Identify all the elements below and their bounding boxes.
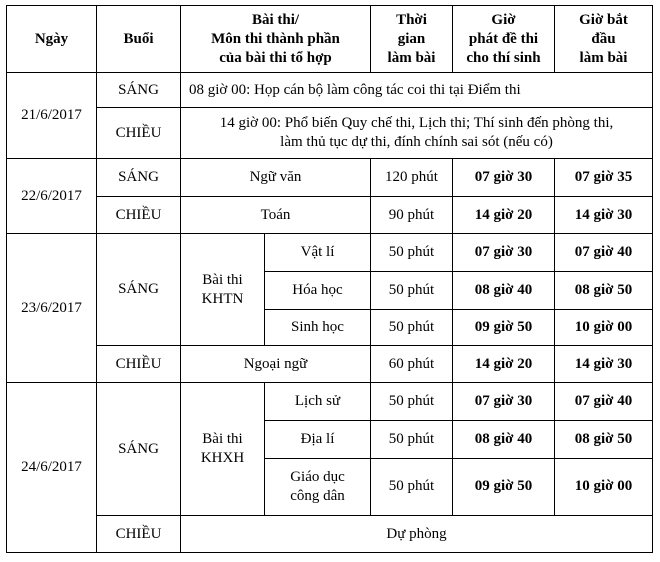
table-row (7, 197, 653, 234)
duration-cell: 60 phút (371, 346, 453, 383)
header-subject: Bài thi/ Môn thi thành phần của bài thi tổ hợp (181, 6, 371, 73)
header-date: Ngày (7, 6, 97, 73)
start-time-cell: 07 giờ 40 (555, 383, 653, 421)
exam-schedule-table (6, 5, 653, 553)
hand-out-time-cell: 07 giờ 30 (453, 159, 555, 197)
duration-cell: 50 phút (371, 421, 453, 459)
hand-out-time-cell: 14 giờ 20 (453, 346, 555, 383)
combined-exam-cell: Bài thi KHXH (181, 383, 265, 516)
subject-cell: Hóa học (265, 271, 371, 309)
hand-out-time-cell: 07 giờ 30 (453, 383, 555, 421)
session-cell: SÁNG (97, 383, 181, 516)
session-cell: CHIỀU (97, 346, 181, 383)
start-time-cell: 10 giờ 00 (555, 309, 653, 346)
date-cell: 21/6/2017 (7, 73, 97, 159)
table-row (7, 73, 653, 108)
duration-cell: 90 phút (371, 197, 453, 234)
hand-out-time-cell: 08 giờ 40 (453, 271, 555, 309)
table-row (7, 516, 653, 553)
session-cell: CHIỀU (97, 197, 181, 234)
table-row (7, 346, 653, 383)
table-row (7, 233, 653, 271)
session-cell: CHIỀU (97, 108, 181, 159)
hand-out-time-cell: 14 giờ 20 (453, 197, 555, 234)
header-start-time: Giờ bắt đầu làm bài (555, 6, 653, 73)
session-cell: SÁNG (97, 233, 181, 345)
hand-out-time-cell: 08 giờ 40 (453, 421, 555, 459)
subject-cell: Lịch sử (265, 383, 371, 421)
table-row (7, 108, 653, 159)
session-cell: CHIỀU (97, 516, 181, 553)
start-time-cell: 14 giờ 30 (555, 197, 653, 234)
duration-cell: 50 phút (371, 233, 453, 271)
hand-out-time-cell: 09 giờ 50 (453, 309, 555, 346)
header-hand-out-time: Giờ phát đề thi cho thí sinh (453, 6, 555, 73)
combined-exam-cell: Bài thi KHTN (181, 233, 265, 345)
duration-cell: 50 phút (371, 458, 453, 515)
session-cell: SÁNG (97, 159, 181, 197)
hand-out-time-cell: 07 giờ 30 (453, 233, 555, 271)
header-row (7, 6, 653, 73)
session-cell: SÁNG (97, 73, 181, 108)
note-cell: Dự phòng (181, 516, 653, 553)
duration-cell: 50 phút (371, 309, 453, 346)
note-cell: 14 giờ 00: Phổ biến Quy chế thi, Lịch thi; Thí sinh đến phòng thi, làm thủ tục dự thi, đính chính sai sót (nếu có) (181, 108, 653, 159)
subject-cell: Vật lí (265, 233, 371, 271)
start-time-cell: 14 giờ 30 (555, 346, 653, 383)
subject-cell: Ngữ văn (181, 159, 371, 197)
date-cell: 22/6/2017 (7, 159, 97, 234)
table-row (7, 383, 653, 421)
start-time-cell: 07 giờ 35 (555, 159, 653, 197)
start-time-cell: 08 giờ 50 (555, 271, 653, 309)
duration-cell: 50 phút (371, 383, 453, 421)
start-time-cell: 07 giờ 40 (555, 233, 653, 271)
date-cell: 23/6/2017 (7, 233, 97, 382)
header-session: Buổi (97, 6, 181, 73)
header-duration: Thời gian làm bài (371, 6, 453, 73)
date-cell: 24/6/2017 (7, 383, 97, 553)
start-time-cell: 08 giờ 50 (555, 421, 653, 459)
start-time-cell: 10 giờ 00 (555, 458, 653, 515)
hand-out-time-cell: 09 giờ 50 (453, 458, 555, 515)
subject-cell: Giáo dục công dân (265, 458, 371, 515)
note-cell: 08 giờ 00: Họp cán bộ làm công tác coi thi tại Điểm thi (181, 73, 653, 108)
duration-cell: 50 phút (371, 271, 453, 309)
subject-cell: Địa lí (265, 421, 371, 459)
subject-cell: Toán (181, 197, 371, 234)
subject-cell: Sinh học (265, 309, 371, 346)
duration-cell: 120 phút (371, 159, 453, 197)
table-row (7, 159, 653, 197)
subject-cell: Ngoại ngữ (181, 346, 371, 383)
